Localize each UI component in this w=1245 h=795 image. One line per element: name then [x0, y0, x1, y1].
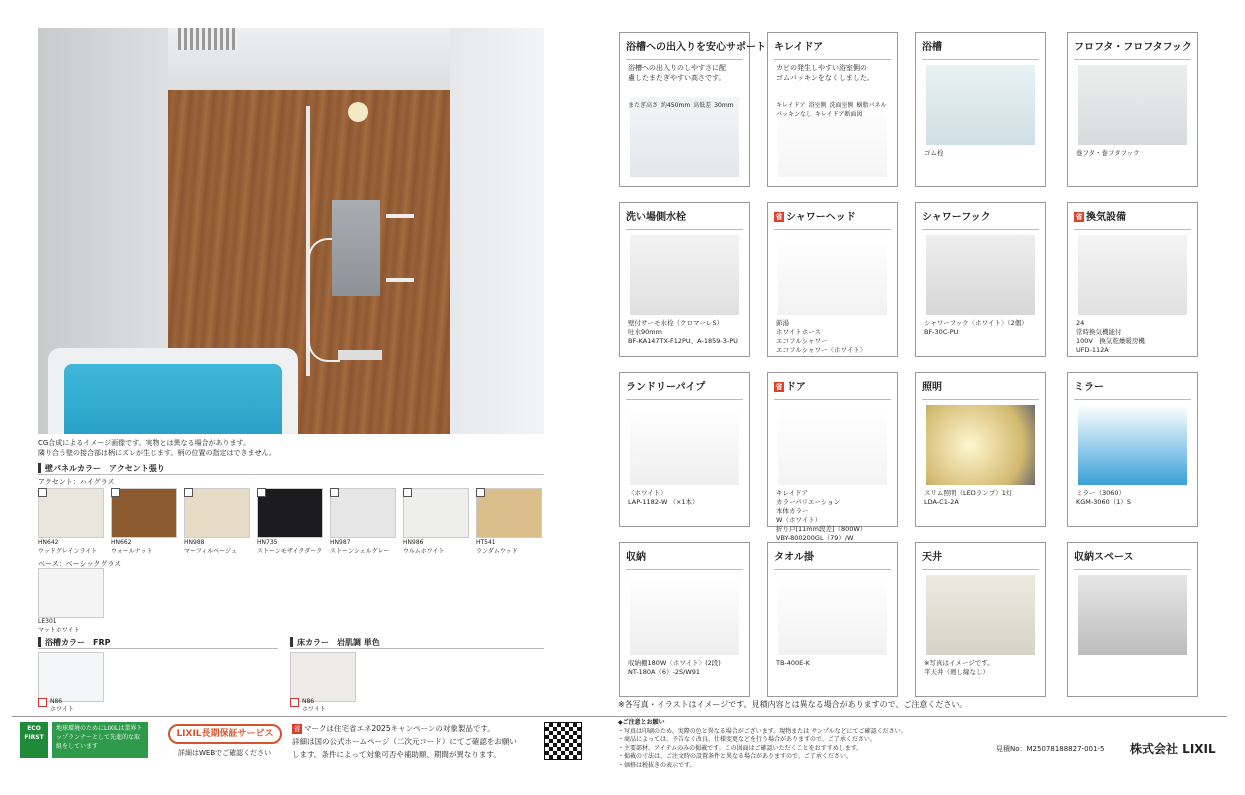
card-title-text: フロフタ・フロフタフック: [1074, 42, 1192, 53]
wall-panel-title: 壁パネルカラー アクセント張り: [45, 463, 165, 473]
card-title-text: 浴槽: [922, 42, 942, 53]
card-label: VBY-800200GL（79）/W: [776, 534, 854, 542]
tub-checkbox[interactable]: [38, 698, 47, 707]
tub-color-title: 浴槽カラー FRP: [45, 637, 111, 647]
campaign-line: 詳細は国の公式ホームページ（二次元コード）にてご確認をお願い: [292, 737, 517, 746]
accent-swatch-name: ウルムホワイト: [403, 548, 445, 555]
card-title-text: シャワーヘッド: [786, 212, 856, 223]
company-name: 株式会社 LIXIL: [1130, 742, 1216, 756]
card-title: [626, 207, 743, 230]
warranty-sub: 詳細はWEBでご確認ください: [178, 749, 272, 757]
card-title-text: ランドリーパイプ: [626, 382, 706, 393]
mirror: [332, 200, 380, 296]
campaign-line: [292, 722, 540, 735]
accent-swatch-checkbox[interactable]: [111, 488, 120, 497]
accent-swatch-code: HN735: [257, 539, 278, 546]
card-title: [1074, 37, 1191, 60]
base-swatch-code: LE301: [38, 618, 57, 625]
product-image: [778, 405, 887, 485]
floor-code: N86: [302, 698, 315, 705]
footer-divider: [12, 716, 1227, 717]
card-label: LAP-1182-W （×1本）: [628, 498, 699, 506]
card-description: [776, 63, 891, 83]
shelf: [386, 278, 414, 282]
caption-line: 隣り合う壁の接合部は柄にズレが生じます。柄の位置の指定はできません。: [38, 449, 276, 457]
note-line: ・掲載の寸法は、ご注文時の設置条件と異なる場合がありますので、ご了承ください。: [618, 753, 852, 760]
card-description-line: カビの発生しやすい浴室側の: [776, 64, 867, 72]
card-title: [774, 377, 891, 400]
wall-panel-header: [38, 462, 544, 475]
section-mark: [38, 637, 41, 647]
card-label: 高低差: [693, 102, 712, 109]
floor-swatch[interactable]: [290, 652, 356, 702]
note-line: ・写真は印刷のため、実際の色と異なる場合がございます。現物または サンプルなどにてご確認ください。: [618, 727, 907, 735]
bath-water: [64, 364, 282, 434]
card-label: 収納棚180W〈ホワイト〉(2段): [628, 659, 721, 667]
product-card: [1067, 372, 1198, 527]
card-label: 本体カラー: [776, 507, 809, 515]
accent-swatch-checkbox[interactable]: [184, 488, 193, 497]
card-label: ※写真はイメージです。: [924, 659, 994, 667]
card-label: 常時換気機能付: [1076, 328, 1122, 336]
card-labels: [776, 319, 891, 355]
product-card: [619, 32, 766, 187]
lamp: [348, 102, 368, 122]
product-card: [915, 372, 1046, 527]
card-label: ホワイトホース: [776, 328, 821, 336]
accent-swatch[interactable]: [184, 488, 250, 538]
tub-code: N86: [50, 698, 63, 705]
card-label: BF-KA147TX-F12PU、A-1859-3-PU: [628, 337, 738, 345]
accent-swatch[interactable]: [476, 488, 542, 538]
product-card: [767, 372, 898, 542]
base-swatch-name: マットホワイト: [38, 627, 80, 634]
tub-name: ホワイト: [50, 706, 74, 713]
product-image: [926, 405, 1035, 485]
product-card: [1067, 202, 1198, 357]
card-description-line: 浴槽への出入りのしやすさに配: [628, 64, 726, 72]
accent-swatch-name: ランダムウッド: [476, 548, 518, 555]
floor-color-title: 床カラー 岩肌調 単色: [297, 637, 380, 647]
product-image: [1078, 405, 1187, 485]
card-labels: [776, 489, 891, 543]
product-image: [778, 575, 887, 655]
accent-swatch-code: HN987: [330, 539, 351, 546]
card-labels: [1076, 489, 1191, 507]
product-image: [630, 405, 739, 485]
faucet: [338, 350, 382, 360]
shelf: [386, 214, 414, 218]
accent-swatch-name: マーフィルベージュ: [184, 548, 237, 555]
photo-caption: [38, 438, 544, 458]
card-title-text: 洗い場側水栓: [626, 212, 686, 223]
card-title-text: 天井: [922, 552, 942, 563]
card-label: TB-400E-K: [776, 659, 810, 667]
card-label: 節湯: [776, 319, 789, 327]
card-title: [922, 207, 1039, 230]
card-title: [1074, 207, 1191, 230]
note-line: ・主要部材、アイテムのみの掲載です。この図面はご確認いただくことをおすすめします。: [618, 744, 863, 752]
product-image: [1078, 235, 1187, 315]
accent-swatch-code: HN986: [403, 539, 424, 546]
eco-first-badge: ECO FIRST: [20, 722, 48, 758]
product-image: [630, 575, 739, 655]
accent-swatch-code: HT541: [476, 539, 496, 546]
eco-mark-icon: 省: [775, 213, 783, 221]
note-line: ・商品によっては、予告なく改良、仕様変更などを行う場合がありますので、ご了承ください。: [618, 736, 876, 743]
product-image: [630, 235, 739, 315]
floor-name: ホワイト: [302, 706, 326, 713]
card-label: 平天井（廻し縁なし）: [924, 668, 989, 676]
card-title: [922, 37, 1039, 60]
caption-line: CG合成によるイメージ画像です。実物とは異なる場合があります。: [38, 439, 250, 447]
estimate-number: 見積No：M25078188827-001-5: [996, 745, 1105, 753]
card-title-text: タオル掛: [774, 552, 814, 563]
product-card: [915, 542, 1046, 697]
card-title: [922, 547, 1039, 570]
floor-color-header: [290, 636, 544, 649]
base-label: ベース：ベーシックグラス: [38, 560, 122, 568]
card-label: カラーバリエーション: [776, 498, 841, 506]
accent-swatch-checkbox[interactable]: [476, 488, 485, 497]
accent-swatch-checkbox[interactable]: [330, 488, 339, 497]
vent-grille: [178, 28, 238, 50]
card-title-text: シャワーフック: [922, 212, 991, 223]
card-title: [626, 37, 766, 60]
product-image: [926, 575, 1035, 655]
product-image: [778, 235, 887, 315]
section-mark: [290, 637, 293, 647]
card-label: エコフルシャワー: [776, 337, 828, 345]
campaign-line: します。条件によって対象可否や補助額、期間が異なります。: [292, 750, 501, 759]
product-image: [926, 65, 1035, 145]
qr-code[interactable]: [544, 722, 582, 760]
card-labels: [628, 489, 743, 507]
accent-swatch[interactable]: [403, 488, 469, 538]
card-description-line: 慮したまたぎやすい高さです。: [628, 74, 726, 82]
accent-swatch-name: ストーンシェルグレー: [330, 548, 390, 555]
bathroom-photo: [38, 28, 544, 434]
accent-swatch[interactable]: [257, 488, 323, 538]
card-label: またぎ高さ: [628, 102, 659, 109]
card-label: 30mm: [714, 102, 734, 109]
card-title-text: 換気設備: [1086, 212, 1126, 223]
card-labels: [924, 149, 1039, 158]
eco-first-text: 地球環境のためにLIXILは業界トップランナーとして先進的な取組をしています: [52, 722, 148, 758]
product-image: [1078, 65, 1187, 145]
accent-swatch[interactable]: [38, 488, 104, 538]
eco-mark-icon: 省: [775, 383, 783, 391]
card-labels: [1076, 319, 1191, 355]
card-label: 〈ホワイト〉: [628, 489, 667, 497]
accent-swatch-name: ストーンモザイクダーク: [257, 548, 323, 555]
accent-swatch-code: HN988: [184, 539, 205, 546]
product-card: [915, 32, 1046, 187]
card-label: キレイドア: [776, 489, 808, 497]
accent-swatch-checkbox[interactable]: [403, 488, 412, 497]
card-title-text: ミラー: [1074, 382, 1104, 393]
accent-swatch-code: HN662: [111, 539, 132, 546]
product-card: [1067, 32, 1198, 187]
section-mark: [38, 463, 41, 473]
notes-title: ◆ご注意とお願い: [618, 719, 665, 726]
accent-swatch-checkbox[interactable]: [257, 488, 266, 497]
card-label: 樹脂パネル: [856, 102, 887, 109]
accent-swatch-name: ウォールナット: [111, 548, 153, 555]
card-label: LDA-C1-2A: [924, 498, 959, 506]
card-title: [774, 37, 891, 60]
accent-swatch-code: HN642: [38, 539, 59, 546]
card-label: W（ホワイト）: [776, 516, 822, 524]
card-title: [774, 547, 891, 570]
photo-note: ※各写真・イラストはイメージです。見積内容とは異なる場合がありますので、ご注意ください。: [618, 700, 968, 709]
card-title-text: 照明: [922, 382, 942, 393]
card-description: [628, 63, 743, 83]
product-image: [1078, 575, 1187, 655]
card-labels: [924, 489, 1039, 507]
card-label: シャワーフック〈ホワイト〉（2個）: [924, 319, 1028, 327]
tub-swatch[interactable]: [38, 652, 104, 702]
product-card: [1067, 542, 1198, 697]
card-title-text: 収納: [626, 552, 646, 563]
base-swatch[interactable]: [38, 568, 104, 618]
card-title-text: キレイドア: [774, 42, 824, 53]
card-label: 壁付サーモ水栓（クロマーレS）: [628, 319, 723, 327]
campaign-mark-icon: 省: [293, 725, 301, 733]
accent-swatch[interactable]: [111, 488, 177, 538]
product-card: [619, 542, 750, 697]
card-labels: [628, 319, 743, 346]
card-label: 100V 換気乾燥暖房機: [1076, 337, 1145, 345]
card-labels: [924, 659, 1039, 677]
product-card: [767, 542, 898, 697]
campaign-line-text: マークは住宅省エネ2025キャンペーンの対象製品です。: [304, 724, 495, 733]
card-label: 浴室側: [808, 102, 827, 109]
card-title: [1074, 377, 1191, 400]
card-title: [626, 547, 743, 570]
card-label: キレイドア: [776, 102, 806, 109]
card-title-text: 収納スペース: [1074, 552, 1134, 563]
product-image: [926, 235, 1035, 315]
card-label: ゴム栓: [924, 149, 944, 157]
floor-checkbox[interactable]: [290, 698, 299, 707]
card-label: 折り戸[11mm段差]（800W）: [776, 525, 867, 533]
tub-color-header: [38, 636, 278, 649]
card-label: UFD-112A: [1076, 346, 1109, 354]
card-labels: [776, 101, 891, 119]
card-title: [774, 207, 891, 230]
card-label: BF-30C-PU: [924, 328, 959, 336]
accent-swatch[interactable]: [330, 488, 396, 538]
card-labels: [1076, 149, 1191, 158]
right-wall: [450, 28, 544, 434]
card-label: 24: [1076, 319, 1085, 327]
card-label: スリム照明（LEDランプ）1灯: [924, 489, 1013, 497]
card-title: [1074, 547, 1191, 570]
card-labels: [628, 101, 743, 110]
card-labels: [924, 319, 1039, 337]
card-label: 洗面室側: [829, 102, 854, 109]
card-title: [626, 377, 743, 400]
accent-swatch-name: ウッドグレインライト: [38, 548, 98, 555]
product-card: [619, 202, 750, 357]
card-label: 約450mm: [661, 102, 691, 109]
card-label: NT-180A（6）-2S/W91: [628, 668, 701, 676]
eco-mark-icon: 省: [1075, 213, 1083, 221]
card-label: 巻フタ・巻フタフック: [1076, 149, 1140, 157]
card-label: KGM-3060（1）S: [1076, 498, 1132, 506]
notes: [618, 719, 988, 770]
warranty-badge[interactable]: LIXIL長期保証サービス: [168, 724, 282, 744]
card-label: エコフルシャワー〈ホワイト〉: [776, 346, 867, 354]
card-label: パッキンなし: [776, 111, 812, 118]
card-labels: [776, 659, 891, 668]
product-card: [767, 202, 898, 357]
accent-label: アクセント：ハイグラス: [38, 478, 115, 486]
card-description-line: ゴムパッキンをなくしました。: [776, 74, 874, 82]
card-title-text: 浴槽への出入りを安心サポート: [626, 42, 766, 53]
accent-swatch-checkbox[interactable]: [38, 488, 47, 497]
card-labels: [628, 659, 743, 677]
note-line: ・価格は税抜きの表示です。: [618, 761, 696, 769]
product-card: [619, 372, 750, 527]
card-label: ミラー（3060）: [1076, 489, 1126, 497]
product-card: [767, 32, 898, 187]
campaign-text: [292, 722, 540, 761]
product-card: [915, 202, 1046, 357]
card-title-text: ドア: [786, 382, 806, 393]
card-label: 吐水90mm: [628, 328, 662, 336]
card-title: [922, 377, 1039, 400]
card-label: キレイドア断面図: [814, 111, 863, 118]
